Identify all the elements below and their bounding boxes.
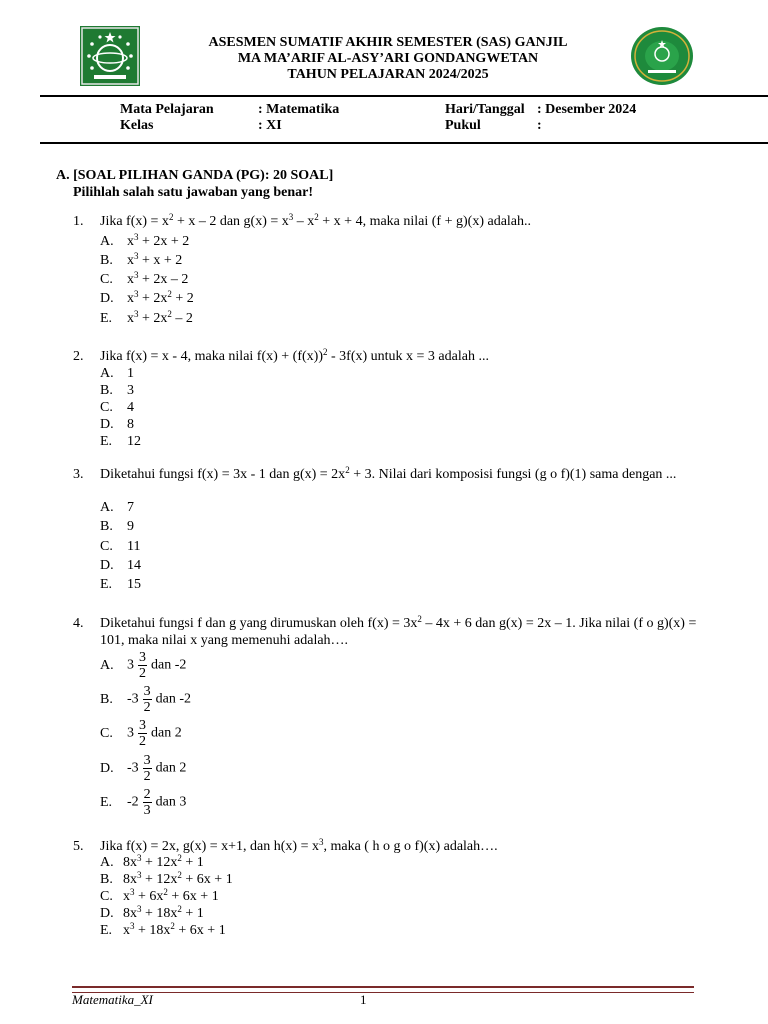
question-number: 4. bbox=[73, 616, 84, 631]
question-1 bbox=[73, 213, 703, 230]
pukul-label: Pukul bbox=[445, 118, 481, 133]
option-5e[interactable]: E. $x^3 + 18x^2 + 6x + 1$ bbox=[100, 921, 226, 938]
option-1c[interactable]: C. $x^3 + 2x - 2$ bbox=[100, 270, 189, 287]
option-4c[interactable]: C. 3 $\frac{3}{2}$ dan 2 bbox=[100, 718, 182, 749]
footer-rule bbox=[72, 986, 694, 993]
title-line-2: MA MA’ARIF AL-ASY’ARI GONDANGWETAN bbox=[237, 51, 539, 66]
question-4 bbox=[73, 615, 703, 649]
option-1e[interactable]: E. $x^3 + 2x^2 - 2$ bbox=[100, 309, 193, 326]
footer-subject: Matematika_XI bbox=[72, 992, 153, 1007]
fraction: $\frac{3}{2}$ bbox=[139, 650, 146, 681]
option-1d[interactable]: D. $x^3 + 2x^2 + 2$ bbox=[100, 289, 194, 306]
option-2b[interactable]: B. 3 bbox=[100, 383, 134, 398]
kelas-label: Kelas bbox=[120, 118, 154, 133]
option-5d[interactable]: D. $8x^3 + 18x^2 + 1$ bbox=[100, 904, 204, 921]
question-stem: Jika $f(x) = x^2 + x - 2$ dan $g(x) = x^3 - x^2 + x + 4$, maka nilai (f + g)(x) adalah.. bbox=[100, 212, 532, 229]
page-number: 1 bbox=[360, 992, 367, 1007]
mapel-value: : Matematika bbox=[258, 102, 340, 117]
option-4a[interactable]: A. 3 $\frac{3}{2}$ dan -2 bbox=[100, 650, 187, 681]
fraction: $\frac{2}{3}$ bbox=[143, 787, 151, 818]
school-logo bbox=[630, 26, 690, 86]
title-line-1: ASESMEN SUMATIF AKHIR SEMESTER (SAS) GANJIL bbox=[208, 35, 568, 50]
question-number: 2. bbox=[73, 349, 84, 364]
hari-value: : Desember 2024 bbox=[537, 102, 637, 117]
fraction: $\frac{3}{2}$ bbox=[139, 718, 146, 749]
question-5 bbox=[73, 838, 703, 855]
option-1b[interactable]: B. $x^3 + x + 2$ bbox=[100, 251, 183, 268]
question-number: 1. bbox=[73, 214, 84, 229]
document-title bbox=[140, 35, 636, 83]
option-3e[interactable]: E. 15 bbox=[100, 577, 141, 592]
option-5b[interactable]: B. $8x^3 + 12x^2 + 6x + 1$ bbox=[100, 870, 233, 887]
question-number: 5. bbox=[73, 839, 84, 854]
option-1a[interactable]: A. $x^3 + 2x + 2$ bbox=[100, 232, 190, 249]
section-title: A. [SOAL PILIHAN GANDA (PG): 20 SOAL] bbox=[56, 168, 334, 183]
pukul-value: : bbox=[537, 118, 542, 133]
option-3c[interactable]: C. 11 bbox=[100, 539, 141, 554]
fraction: $\frac{3}{2}$ bbox=[143, 684, 151, 715]
question-number: 3. bbox=[73, 467, 84, 482]
option-2c[interactable]: C. 4 bbox=[100, 400, 134, 415]
question-stem: Jika f(x) = 2x, g(x) = x+1, dan $h(x) = x^3$, maka ( h o g o f)(x) adalah…. bbox=[100, 837, 498, 854]
option-3b[interactable]: B. 9 bbox=[100, 519, 134, 534]
option-4e[interactable]: E. -2 $\frac{2}{3}$ dan 3 bbox=[100, 787, 187, 818]
option-4d[interactable]: D. -3 $\frac{3}{2}$ dan 2 bbox=[100, 753, 187, 784]
option-4b[interactable]: B. -3 $\frac{3}{2}$ dan -2 bbox=[100, 684, 192, 715]
title-line-3: TAHUN PELAJARAN 2024/2025 bbox=[287, 67, 489, 82]
option-3a[interactable]: A. 7 bbox=[100, 500, 134, 515]
header-divider-top bbox=[40, 95, 768, 97]
option-5c[interactable]: C. $x^3 + 6x^2 + 6x + 1$ bbox=[100, 887, 219, 904]
option-2a[interactable]: A. 1 bbox=[100, 366, 134, 381]
option-3d[interactable]: D. 14 bbox=[100, 558, 141, 573]
option-2e[interactable]: E. 12 bbox=[100, 434, 141, 449]
header-divider-bottom bbox=[40, 142, 768, 144]
section-instruction: Pilihlah salah satu jawaban yang benar! bbox=[73, 185, 313, 200]
question-stem: Diketahui fungsi f(x) = 3x - 1 dan $g(x) = 2x^2 + 3$. Nilai dari komposisi fungsi (g o f)(1) sama dengan ... bbox=[100, 465, 677, 482]
question-3 bbox=[73, 466, 703, 483]
question-2 bbox=[73, 348, 703, 365]
question-stem: Jika f(x) = x - 4, maka nilai $f(x) + (f(x))^2 - 3f(x)$ untuk x = 3 adalah ... bbox=[100, 347, 489, 364]
hari-label: Hari/Tanggal bbox=[445, 102, 525, 117]
nu-logo bbox=[80, 26, 140, 86]
fraction: $\frac{3}{2}$ bbox=[143, 753, 151, 784]
option-5a[interactable]: A. $8x^3 + 12x^2 + 1$ bbox=[100, 853, 204, 870]
kelas-value: : XI bbox=[258, 118, 282, 133]
question-stem: Diketahui fungsi f dan g yang dirumuskan oleh $f(x) = 3x^2 - 4x + 6$ dan g(x) = 2x – 1. Jika nilai (f o g)(x) = 101, maka nilai x yang memenuhi adalah…. bbox=[100, 614, 697, 648]
option-2d[interactable]: D. 8 bbox=[100, 417, 134, 432]
mapel-label: Mata Pelajaran bbox=[120, 102, 214, 117]
